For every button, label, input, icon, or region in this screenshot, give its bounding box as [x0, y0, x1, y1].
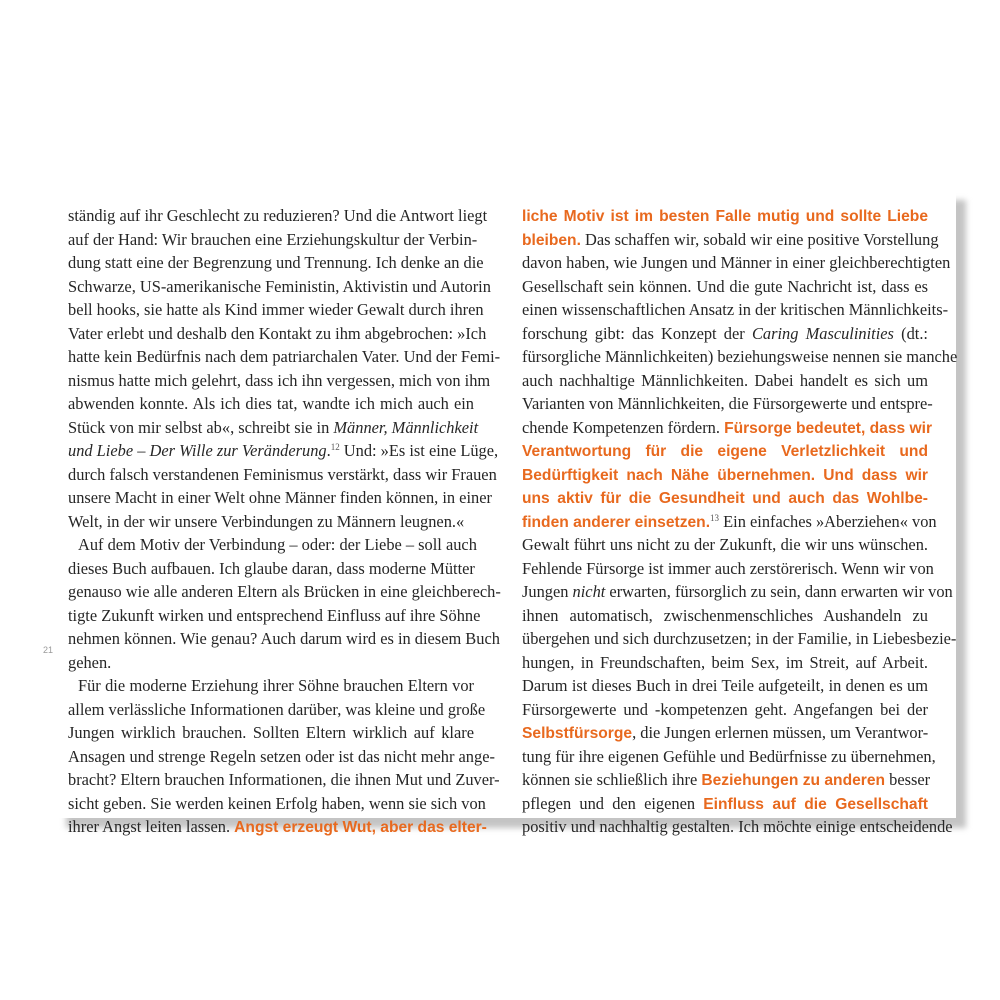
text-line: Jungen wirklich brauchen. Sollten Eltern wirklich auf klare: [68, 723, 474, 742]
text-line: sicht geben. Sie werden keinen Erfolg haben, wenn sie sich von: [68, 794, 486, 813]
text-line: abwenden konnte. Als ich dies tat, wandte ich mich auch ein: [68, 394, 474, 413]
text-line: [522, 511, 937, 533]
text-line: allem verlässliche Informationen darüber, was kleine und große: [68, 700, 486, 719]
text-run: , die Jungen erlernen müssen, um Verantwor-: [632, 723, 929, 742]
footnote-marker[interactable]: 13: [710, 513, 720, 523]
text-line: Fehlende Fürsorge ist immer auch zerstörerisch. Wenn wir von: [522, 559, 934, 578]
text-line: bracht? Eltern brauchen Informationen, die ihnen Mut und Zuver-: [68, 770, 500, 789]
text-line: [68, 816, 487, 838]
text-line: Gesellschaft sein können. Und die gute Nachricht ist, dass es: [522, 277, 928, 296]
text-line: hungen, in Freundschaften, beim Sex, im Streit, auf Arbeit.: [522, 653, 928, 672]
text-run: Und: »Es ist eine Lüge,: [339, 441, 499, 460]
text-line: Welt, in der wir unsere Verbindungen zu Männern leugnen.«: [68, 512, 465, 531]
highlight-text: Fürsorge bedeutet, dass wir: [724, 420, 933, 437]
highlight-text: Bedürftigkeit nach Nähe übernehmen. Und dass wir: [522, 467, 928, 484]
highlight-text: Angst erzeugt Wut, aber das elter-: [234, 819, 487, 836]
text-line: unsere Macht in einer Welt ohne Männer finden können, in einer: [68, 488, 492, 507]
text-line: tigte Zukunft wirken und entsprechend Einfluss auf ihre Söhne: [68, 606, 481, 625]
text-line: [522, 722, 928, 744]
text-line: Auf dem Motiv der Verbindung – oder: der Liebe – soll auch: [78, 535, 477, 554]
text-line: [68, 417, 479, 439]
page-number: 21: [43, 645, 54, 655]
text-line: dieses Buch aufbauen. Ich glaube daran, dass moderne Mütter: [68, 559, 475, 578]
highlight-text: Beziehungen zu anderen: [701, 772, 886, 789]
text-line: Ansagen und strenge Regeln setzen oder ist das nicht mehr ange-: [68, 747, 495, 766]
footnote-marker[interactable]: 12: [330, 442, 340, 452]
text-line: auch nachhaltige Männlichkeiten. Dabei handelt es sich um: [522, 371, 928, 390]
text-run: .: [326, 441, 331, 460]
text-line: genauso wie alle anderen Eltern als Brücken in eine gleichberech-: [68, 582, 501, 601]
text-line: Vater erlebt und deshalb den Kontakt zu ihm abgebrochen: »Ich: [68, 324, 487, 343]
text-line: [68, 440, 499, 462]
text-line: bell hooks, sie hatte als Kind immer wieder Gewalt durch ihren: [68, 300, 484, 319]
text-line: auf der Hand: Wir brauchen eine Erziehungskultur der Verbin-: [68, 230, 478, 249]
highlight-text: Verantwortung für die eigene Verletzlichkeit und: [522, 443, 928, 460]
text-line: ihnen automatisch, zwischenmenschliches Aushandeln zu: [522, 606, 928, 625]
text-line: positiv und nachhaltig gestalten. Ich möchte einige entscheidende: [522, 817, 953, 836]
text-line: ständig auf ihr Geschlecht zu reduzieren? Und die Antwort liegt: [68, 206, 488, 225]
text-line: gehen.: [68, 653, 112, 672]
text-run: forschung gibt: das Konzept der: [522, 324, 752, 343]
text-line: durch falsch verstandenen Feminismus verstärkt, dass wir Frauen: [68, 465, 497, 484]
text-line: einen wissenschaftlichen Ansatz in der kritischen Männlichkeits-: [522, 300, 949, 319]
text-line: [522, 769, 931, 791]
highlight-text: bleiben.: [522, 232, 581, 249]
text-line: Darum ist dieses Buch in drei Teile aufgeteilt, in denen es um: [522, 676, 928, 695]
text-line: dung statt eine der Begrenzung und Trennung. Ich denke an die: [68, 253, 484, 272]
text-line: fürsorgliche Männlichkeiten) beziehungsweise nennen sie manche: [522, 347, 958, 366]
text-run: können sie schließlich ihre: [522, 770, 702, 789]
text-run: ihrer Angst leiten lassen.: [68, 817, 235, 836]
book-title: Männer, Männlichkeit: [333, 418, 479, 437]
text-line: [522, 464, 928, 486]
text-line: Für die moderne Erziehung ihrer Söhne brauchen Eltern vor: [78, 676, 474, 695]
text-line: Fürsorgewerte und -kompetenzen geht. Angefangen bei der: [522, 700, 928, 719]
text-line: [522, 487, 928, 509]
text-run: pflegen und den eigenen: [522, 794, 704, 813]
text-line: nismus hatte mich gelehrt, dass ich ihn vergessen, mich von ihm: [68, 371, 491, 390]
text-line: Varianten von Männlichkeiten, die Fürsorgewerte und entspre-: [522, 394, 933, 413]
text-line: [522, 581, 953, 603]
text-line: [522, 440, 928, 462]
highlight-text: Einfluss auf die Gesellschaft: [703, 796, 928, 813]
text-run: Jungen: [522, 582, 573, 601]
highlight-text: Selbstfürsorge: [522, 725, 633, 742]
book-title: und Liebe – Der Wille zur Veränderung: [68, 441, 327, 460]
text-line: hatte kein Bedürfnis nach dem patriarchalen Vater. Und der Femi-: [68, 347, 501, 366]
highlight-text: finden anderer einsetzen.: [522, 514, 711, 531]
text-run: besser: [885, 770, 931, 789]
highlight-text: liche Motiv ist im besten Falle mutig und sollte Liebe: [522, 208, 928, 225]
text-line: [522, 793, 928, 815]
text-run: Das schaffen wir, sobald wir eine positive Vorstellung: [580, 230, 939, 249]
text-run: Stück von mir selbst ab«, schreibt sie in: [68, 418, 334, 437]
text-line: [522, 323, 928, 345]
text-run: chende Kompetenzen fördern.: [522, 418, 725, 437]
text-line: Gewalt führt uns nicht zu der Zukunft, die wir uns wünschen.: [522, 535, 928, 554]
text-line: tung für ihre eigenen Gefühle und Bedürfnisse zu übernehmen,: [522, 747, 936, 766]
text-run: Ein einfaches »Aberziehen« von: [719, 512, 937, 531]
text-line: [522, 205, 928, 227]
text-run: erwarten, fürsorglich zu sein, dann erwarten wir von: [605, 582, 953, 601]
concept-term: Caring Masculinities: [751, 324, 894, 343]
text-line: nehmen können. Wie genau? Auch darum wird es in diesem Buch: [68, 629, 500, 648]
text-line: übergehen und sich durchzusetzen; in der Familie, in Liebesbezie-: [522, 629, 957, 648]
text-line: Schwarze, US-amerikanische Feministin, Aktivistin und Autorin: [68, 277, 491, 296]
text-line: [522, 229, 939, 251]
text-line: [522, 417, 933, 439]
emphasis: nicht: [572, 582, 606, 601]
text-run: (dt.:: [893, 324, 928, 343]
text-line: davon haben, wie Jungen und Männer in einer gleichberechtigten: [522, 253, 951, 272]
highlight-text: uns aktiv für die Gesundheit und auch das Wohlbe-: [522, 490, 928, 507]
